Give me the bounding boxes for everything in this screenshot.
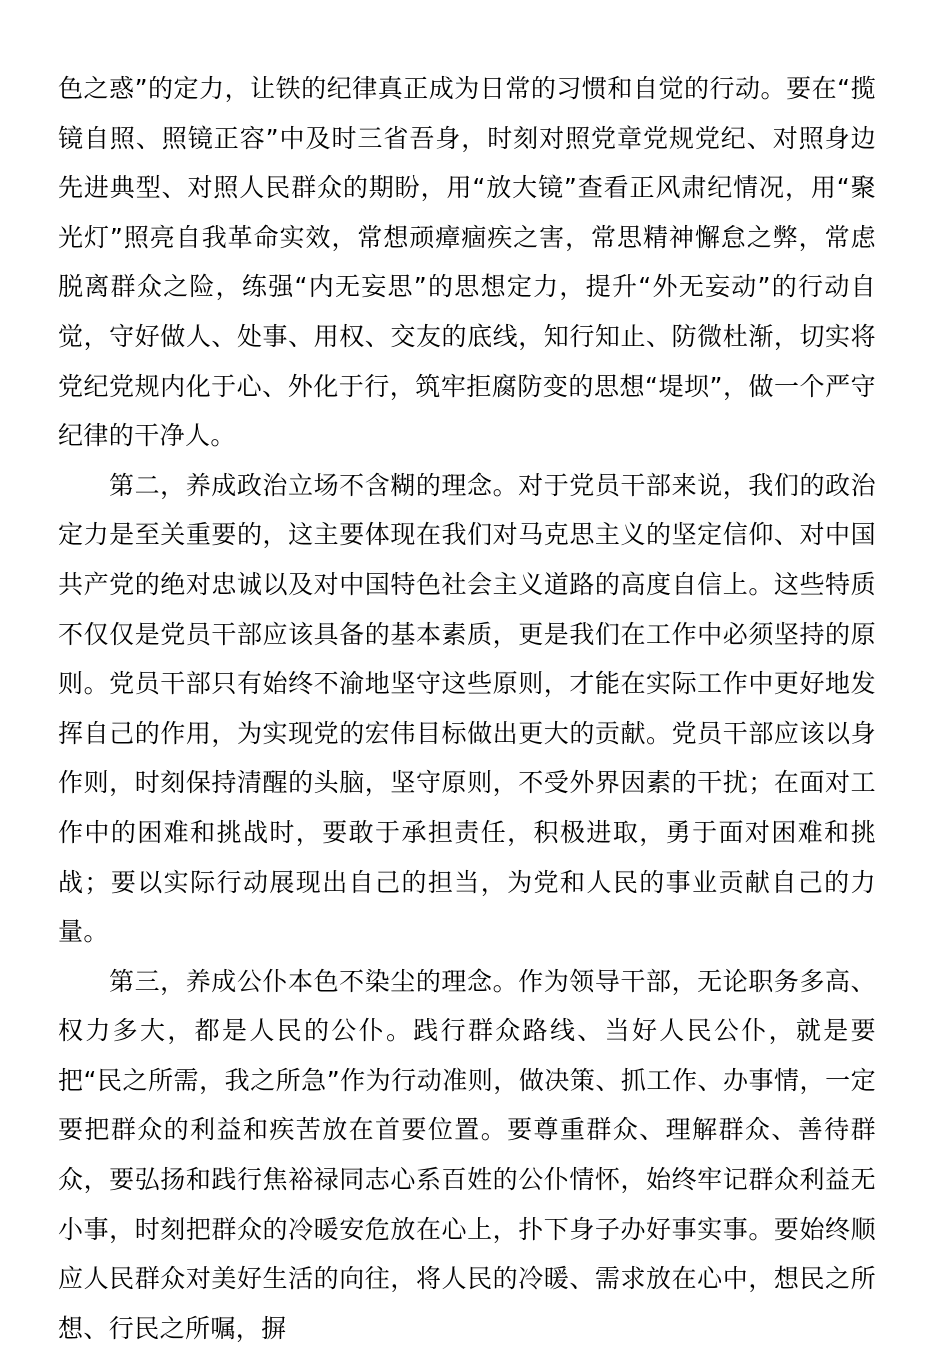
paragraph-discipline-continuation: 色之惑”的定力，让铁的纪律真正成为日常的习惯和自觉的行动。要在“揽镜自照、照镜正容”中及时三省吾身，时刻对照党章党规党纪、对照身边先进典型、对照人民群众的期盼，用“放大镜”查看正风肃纪情况，用“聚光灯”照亮自我革命实效，常想顽瘴痼疾之害，常思精神懈怠之弊，常虑脱离群众之险，练强“内无妄思”的思想定力，提升“外无妄动”的行动自觉，守好做人、处事、用权、交友的底线，知行知止、防微杜渐，切实将党纪党规内化于心、外化于行，筑牢拒腐防变的思想“堤坝”，做一个严守纪律的干净人。 <box>58 74 876 451</box>
document-page <box>58 64 876 1353</box>
paragraph-political-stance: 第二，养成政治立场不含糊的理念。对于党员干部来说，我们的政治定力是至关重要的，这主要体现在我们对马克思主义的坚定信仰、对中国共产党的绝对忠诚以及对中国特色社会主义道路的高度自信上。这些特质不仅仅是党员干部应该具备的基本素质，更是我们在工作中必须坚持的原则。党员干部只有始终不渝地坚守这些原则，才能在实际工作中更好地发挥自己的作用，为实现党的宏伟目标做出更大的贡献。党员干部应该以身作则，时刻保持清醒的头脑，坚守原则，不受外界因素的干扰；在面对工作中的困难和挑战时，要敢于承担责任，积极进取，勇于面对困难和挑战；要以实际行动展现出自己的担当，为党和人民的事业贡献自己的力量。 <box>58 470 876 947</box>
paragraph-public-servant: 第三，养成公仆本色不染尘的理念。作为领导干部，无论职务多高、权力多大，都是人民的公仆。践行群众路线、当好人民公仆，就是要把“民之所需，我之所急”作为行动准则，做决策、抓工作、办事情，一定要把群众的利益和疾苦放在首要位置。要尊重群众、理解群众、善待群众，要弘扬和践行焦裕禄同志心系百姓的公仆情怀，始终牢记群众利益无小事，时刻把群众的冷暖安危放在心上，扑下身子办好事实事。要始终顺应人民群众对美好生活的向往，将人民的冷暖、需求放在心中，想民之所想、行民之所嘱，摒 <box>58 966 876 1343</box>
